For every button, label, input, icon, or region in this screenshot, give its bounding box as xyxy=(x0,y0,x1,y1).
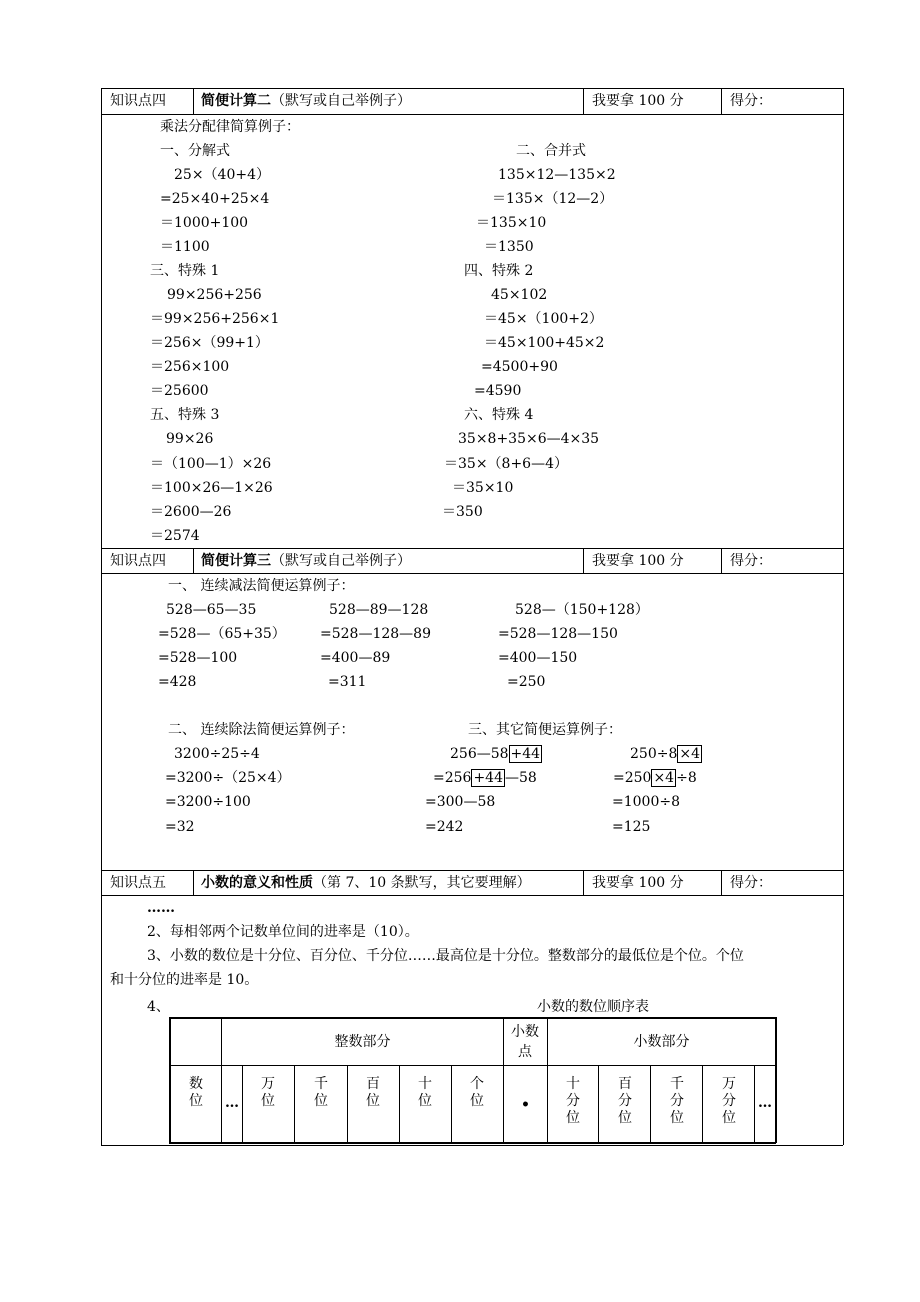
header-goal: 我要拿 100 分 xyxy=(592,93,684,109)
header-goal: 我要拿 100 分 xyxy=(592,875,684,891)
equation-line: =528—128—150 xyxy=(498,626,618,642)
equation-line: =32 xyxy=(165,819,195,835)
place-cell: 百分位 xyxy=(618,1076,632,1126)
row-label-place: 数位 xyxy=(189,1076,203,1109)
equation-line: ＝100×26—1×26 xyxy=(150,480,273,496)
equation-line: ＝1350 xyxy=(484,239,534,255)
subheading: 二、 连续除法简便运算例子： xyxy=(168,722,355,738)
equation-line: 99×256+256 xyxy=(167,287,262,303)
subheading: 一、 连续减法简便运算例子： xyxy=(168,578,355,594)
place-cell: 十位 xyxy=(418,1076,432,1109)
equation-line: 35×8+35×6—4×35 xyxy=(458,431,600,447)
place-cell: 千位 xyxy=(314,1076,328,1109)
frame-top-border xyxy=(101,88,843,89)
equation-line: ＝（100—1）×26 xyxy=(150,456,272,472)
equation-line: =250 ×4 ÷8 xyxy=(613,770,697,786)
place-cell: 万分位 xyxy=(722,1076,736,1126)
place-cell: 千分位 xyxy=(670,1076,684,1126)
dots-left: … xyxy=(225,1095,239,1111)
equation-line: 256—58 +44 xyxy=(450,746,541,762)
equation-line: =400—89 xyxy=(320,650,391,666)
equation-line: 135×12—135×2 xyxy=(498,167,616,183)
equation-line: =528—100 xyxy=(158,650,238,666)
decimal-point-symbol: • xyxy=(521,1097,530,1113)
header-title-bold: 简便计算二 xyxy=(201,93,271,109)
equation-line: ＝350 xyxy=(442,504,483,520)
intro-text: 乘法分配律简算例子： xyxy=(160,119,300,135)
equation-line: =242 xyxy=(425,819,464,835)
equation-line: =256 +44 —58 xyxy=(433,770,537,786)
equation-line: =311 xyxy=(328,674,367,690)
item-title: 五、特殊 3 xyxy=(150,407,220,423)
item-title: 六、特殊 4 xyxy=(464,407,534,423)
equation-line: =400—150 xyxy=(498,650,578,666)
subheading: 三、其它简便运算例子： xyxy=(468,722,622,738)
header-title xyxy=(201,92,411,110)
place-cell: 万位 xyxy=(261,1076,275,1109)
header-subtitle: （默写或自己举例子） xyxy=(271,553,411,569)
equation-line: =3200÷100 xyxy=(165,794,251,810)
equation-line: ＝99×256+256×1 xyxy=(150,311,280,327)
header-subtitle: （默写或自己举例子） xyxy=(271,93,411,109)
paragraph: 3、小数的数位是十分位、百分位、千分位……最高位是十分位。整数部分的最低位是个位。个位 xyxy=(147,948,744,964)
equation-line: =428 xyxy=(158,674,197,690)
boxed-term: ×4 xyxy=(679,746,700,762)
item-title: 四、特殊 2 xyxy=(464,263,534,279)
table-title: 小数的数位顺序表 xyxy=(537,999,649,1015)
boxed-term: +44 xyxy=(473,770,503,786)
equation-line: =528—（65+35） xyxy=(158,626,286,642)
equation-line: 99×26 xyxy=(166,431,214,447)
equation-line: ＝135×（12—2） xyxy=(492,191,614,207)
header-score: 得分： xyxy=(730,553,772,569)
header-title-bold: 小数的意义和性质 xyxy=(201,875,313,891)
header-score: 得分： xyxy=(730,875,772,891)
paragraph: 4、 xyxy=(147,999,170,1015)
place-cell: 十分位 xyxy=(566,1076,580,1126)
equation-line: ＝2574 xyxy=(150,528,200,544)
decimal-part-header: 小数部分 xyxy=(633,1034,690,1050)
equation-line: =300—58 xyxy=(425,794,496,810)
header-label: 知识点五 xyxy=(110,875,166,891)
equation-line: 528—（150+128） xyxy=(515,602,649,618)
frame-left-border xyxy=(101,88,102,1145)
item-title: 三、特殊 1 xyxy=(150,263,220,279)
boxed-term: ×4 xyxy=(653,770,675,786)
header-subtitle: （第 7、10 条默写，其它要理解） xyxy=(313,875,531,891)
equation-line: =1000÷8 xyxy=(612,794,680,810)
place-cell: 个位 xyxy=(470,1076,484,1109)
header-label: 知识点四 xyxy=(110,93,166,109)
equation-line: ＝256×100 xyxy=(150,359,230,375)
equation-line: ＝45×（100+2） xyxy=(484,311,603,327)
header-title-bold: 简便计算三 xyxy=(201,553,271,569)
paragraph: 2、每相邻两个记数单位间的进率是（10）。 xyxy=(147,924,419,940)
equation-line: ＝2600—26 xyxy=(150,504,232,520)
frame-bottom-border xyxy=(101,1145,843,1146)
equation-line: ＝35×10 xyxy=(452,480,514,496)
equation-line: 3200÷25÷4 xyxy=(174,746,260,762)
boxed-term: +44 xyxy=(510,746,541,762)
equation-line: ＝256×（99+1） xyxy=(150,335,269,351)
header-title xyxy=(201,874,531,892)
header-score: 得分： xyxy=(730,93,772,109)
equation-line: ＝25600 xyxy=(150,383,209,399)
item-title: 一、分解式 xyxy=(160,143,230,159)
equation-line: =125 xyxy=(612,819,651,835)
header-label: 知识点四 xyxy=(110,553,166,569)
paragraph: 和十分位的进率是 10。 xyxy=(110,972,259,988)
place-cell: 百位 xyxy=(366,1076,380,1109)
header-title xyxy=(201,552,411,570)
equation-line: =4590 xyxy=(474,383,522,399)
item-title: 二、合并式 xyxy=(516,143,586,159)
equation-line: =3200÷（25×4） xyxy=(165,770,291,786)
equation-line: ＝45×100+45×2 xyxy=(484,335,605,351)
equation-line: ＝1100 xyxy=(160,239,210,255)
equation-line: ＝135×10 xyxy=(476,215,547,231)
equation-line: ＝35×（8+6—4） xyxy=(444,456,568,472)
equation-line: 25×（40+4） xyxy=(174,167,270,183)
frame-right-border xyxy=(843,88,844,1145)
equation-line: =250 xyxy=(507,674,546,690)
equation-line: =25×40+25×4 xyxy=(160,191,270,207)
equation-line: =528—128—89 xyxy=(320,626,431,642)
equation-line: 528—89—128 xyxy=(329,602,429,618)
header-goal: 我要拿 100 分 xyxy=(592,553,684,569)
equation-line: 45×102 xyxy=(491,287,548,303)
equation-line: =4500+90 xyxy=(481,359,558,375)
equation-line: 250÷8 ×4 xyxy=(630,746,700,762)
decimal-point-header: 小数点 xyxy=(511,1024,539,1060)
equation-line: ＝1000+100 xyxy=(160,215,249,231)
equation-line: 528—65—35 xyxy=(166,602,257,618)
dots-right: … xyxy=(758,1095,772,1111)
integer-part-header: 整数部分 xyxy=(334,1034,391,1050)
ellipsis-text: …… xyxy=(147,900,175,916)
